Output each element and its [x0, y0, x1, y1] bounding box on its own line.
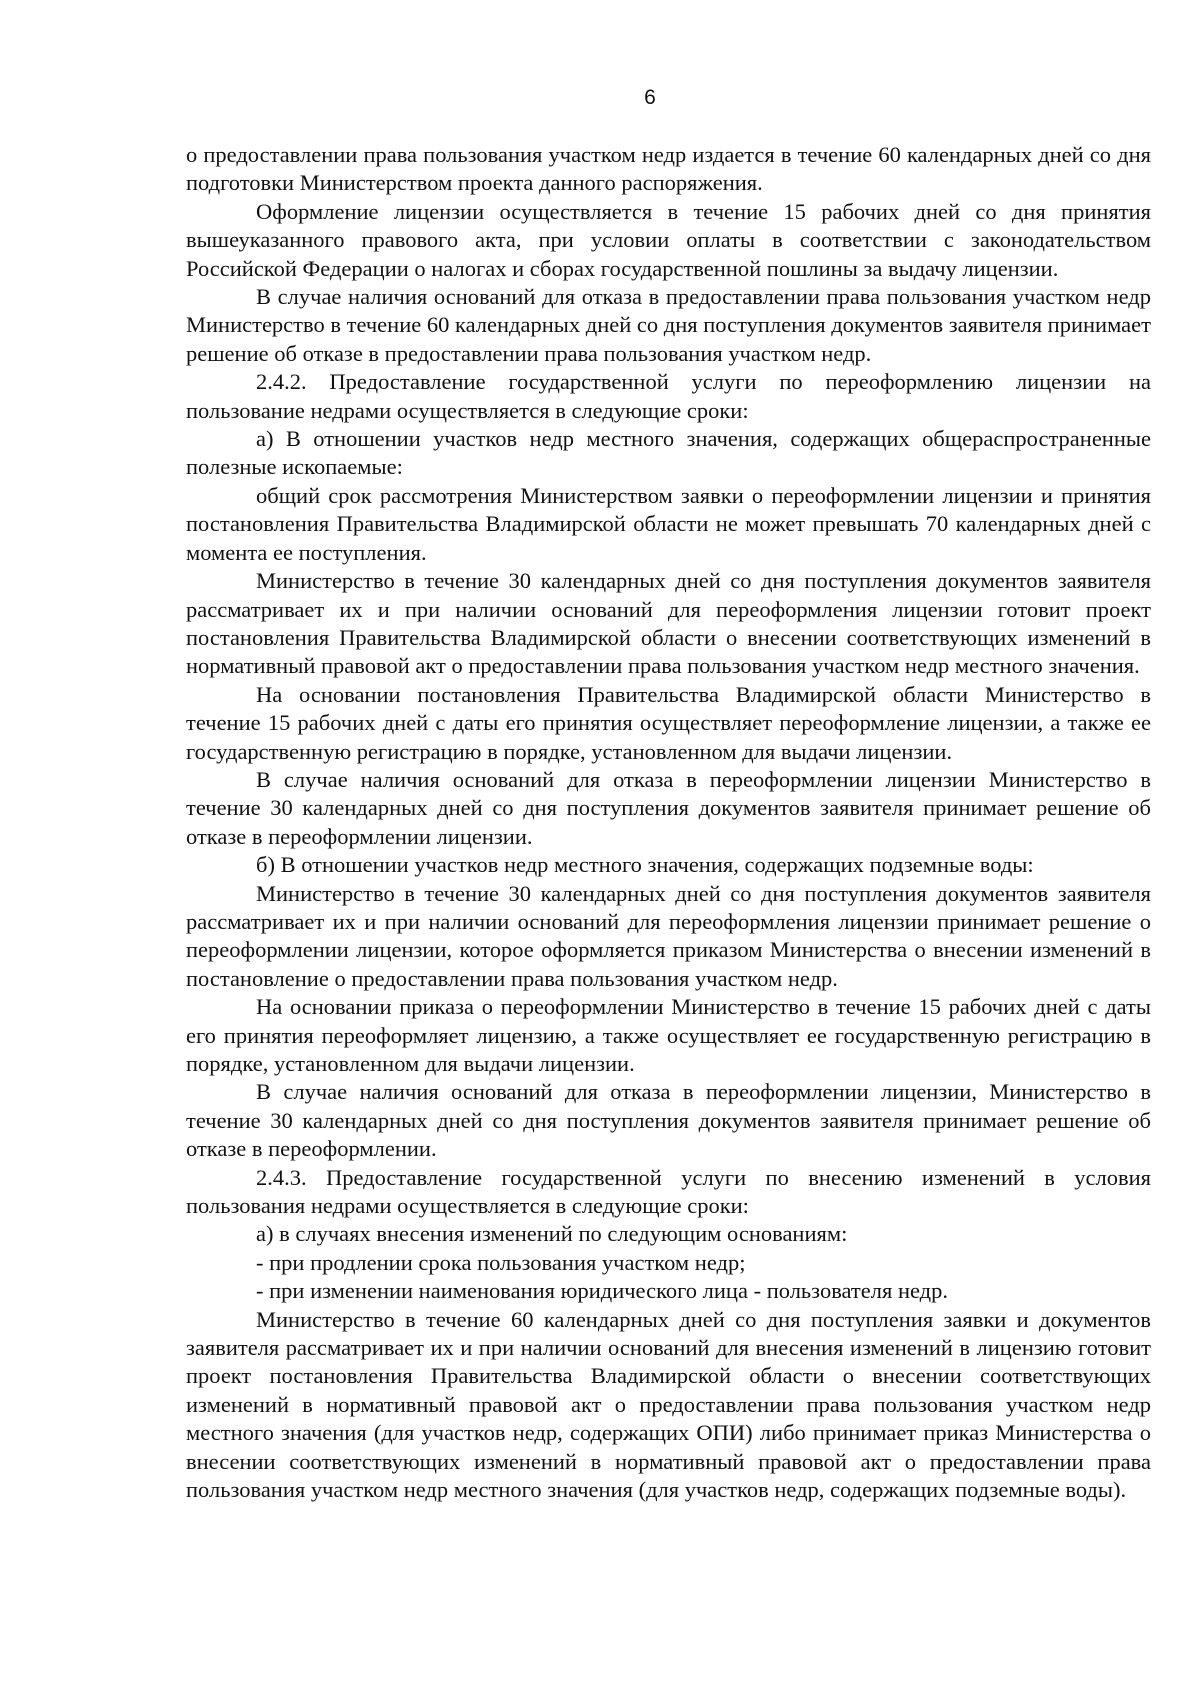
paragraph-continuation: о предоставлении права пользования участком недр издается в течение 60 календарных дней со дня подготовки Министерством проекта данного распоряжения. — [186, 142, 1151, 196]
paragraph-groundwater-review: Министерство в течение 30 календарных дней со дня поступления документов заявителя рассматривает их и при наличии оснований для переоформления лицензии принимает решение о переоформлении лицензии, которое оформляется приказом Министерства о внесении изменений в постановление о предоставлении права пользования участком недр. — [186, 880, 1151, 991]
document-body — [186, 141, 1151, 1505]
paragraph-license-issue: Оформление лицензии осуществляется в течение 15 рабочих дней со дня принятия вышеуказанного правового акта, при условии оплаты в соответствии с законодательством Российской Федерации о налогах и сборах государственной пошлины за выдачу лицензии. — [186, 198, 1151, 281]
section-2-4-2: 2.4.2. Предоставление государственной услуги по переоформлению лицензии на пользование недрами осуществляется в следующие сроки: — [186, 369, 1151, 423]
paragraph-groundwater-refusal: В случае наличия оснований для отказа в переоформлении лицензии, Министерство в течение 30 календарных дней со дня поступления документов заявителя принимает решение об отказе в переоформлении. — [186, 1079, 1151, 1162]
paragraph-order-reissue: На основании приказа о переоформлении Министерство в течение 15 рабочих дней с даты его принятия переоформляет лицензию, а также осуществляет ее государственную регистрацию в порядке, установленном для выдачи лицензии. — [186, 994, 1151, 1076]
list-item-name-change: - при изменении наименования юридического лица - пользователя недр. — [256, 1278, 948, 1304]
item-a-common-minerals: а) В отношении участков недр местного значения, содержащих общераспространенные полезные ископаемые: — [186, 426, 1151, 480]
paragraph-refusal-reissue: В случае наличия оснований для отказа в переоформлении лицензии Министерство в течение 30 календарных дней со дня поступления документов заявителя принимает решение об отказе в переоформлении лицензии. — [186, 766, 1151, 849]
paragraph-changes-60-days: Министерство в течение 60 календарных дней со дня поступления заявки и документов заявителя рассматривает их и при наличии оснований для внесения изменений в лицензию готовит проект постановления Правительства Владимирской области о внесении соответствующих изменений в нормативный правовой акт о предоставлении права пользования участком недр местного значения (для участков недр, содержащих ОПИ) либо принимает приказ Министерства о внесении соответствующих изменений в нормативный правовой акт о предоставлении права пользования участком недр местного значения (для участков недр, содержащих подземные воды). — [186, 1306, 1151, 1503]
paragraph-review-30-days: Министерство в течение 30 календарных дней со дня поступления документов заявителя рассматривает их и при наличии оснований для переоформления лицензии готовит проект постановления Правительства Владимирской области о внесении соответствующих изменений в нормативный правовой акт о предоставлении права пользования участком недр местного значения. — [186, 568, 1151, 679]
item-b-groundwater: б) В отношении участков недр местного значения, содержащих подземные воды: — [256, 852, 1034, 878]
paragraph-refusal-grant: В случае наличия оснований для отказа в предоставлении права пользования участком недр Министерство в течение 60 календарных дней со дня поступления документов заявителя принимает решение об отказе в предоставлении права пользования участком недр. — [186, 284, 1151, 366]
list-item-extension: - при продлении срока пользования участком недр; — [256, 1249, 746, 1275]
paragraph-total-term: общий срок рассмотрения Министерством заявки о переоформлении лицензии и принятия постановления Правительства Владимирской области не может превышать 70 календарных дней с момента ее поступления. — [186, 482, 1151, 565]
page-number: 6 — [644, 86, 656, 109]
paragraph-reissue-15-days: На основании постановления Правительства Владимирской области Министерство в течение 15 рабочих дней с даты его принятия осуществляет переоформление лицензии, а также ее государственную регистрацию в порядке, установленном для выдачи лицензии. — [186, 681, 1151, 764]
section-2-4-3: 2.4.3. Предоставление государственной услуги по внесению изменений в условия пользования недрами осуществляется в следующие сроки: — [186, 1164, 1151, 1219]
item-a-changes: а) в случаях внесения изменений по следующим основаниям: — [256, 1221, 848, 1247]
